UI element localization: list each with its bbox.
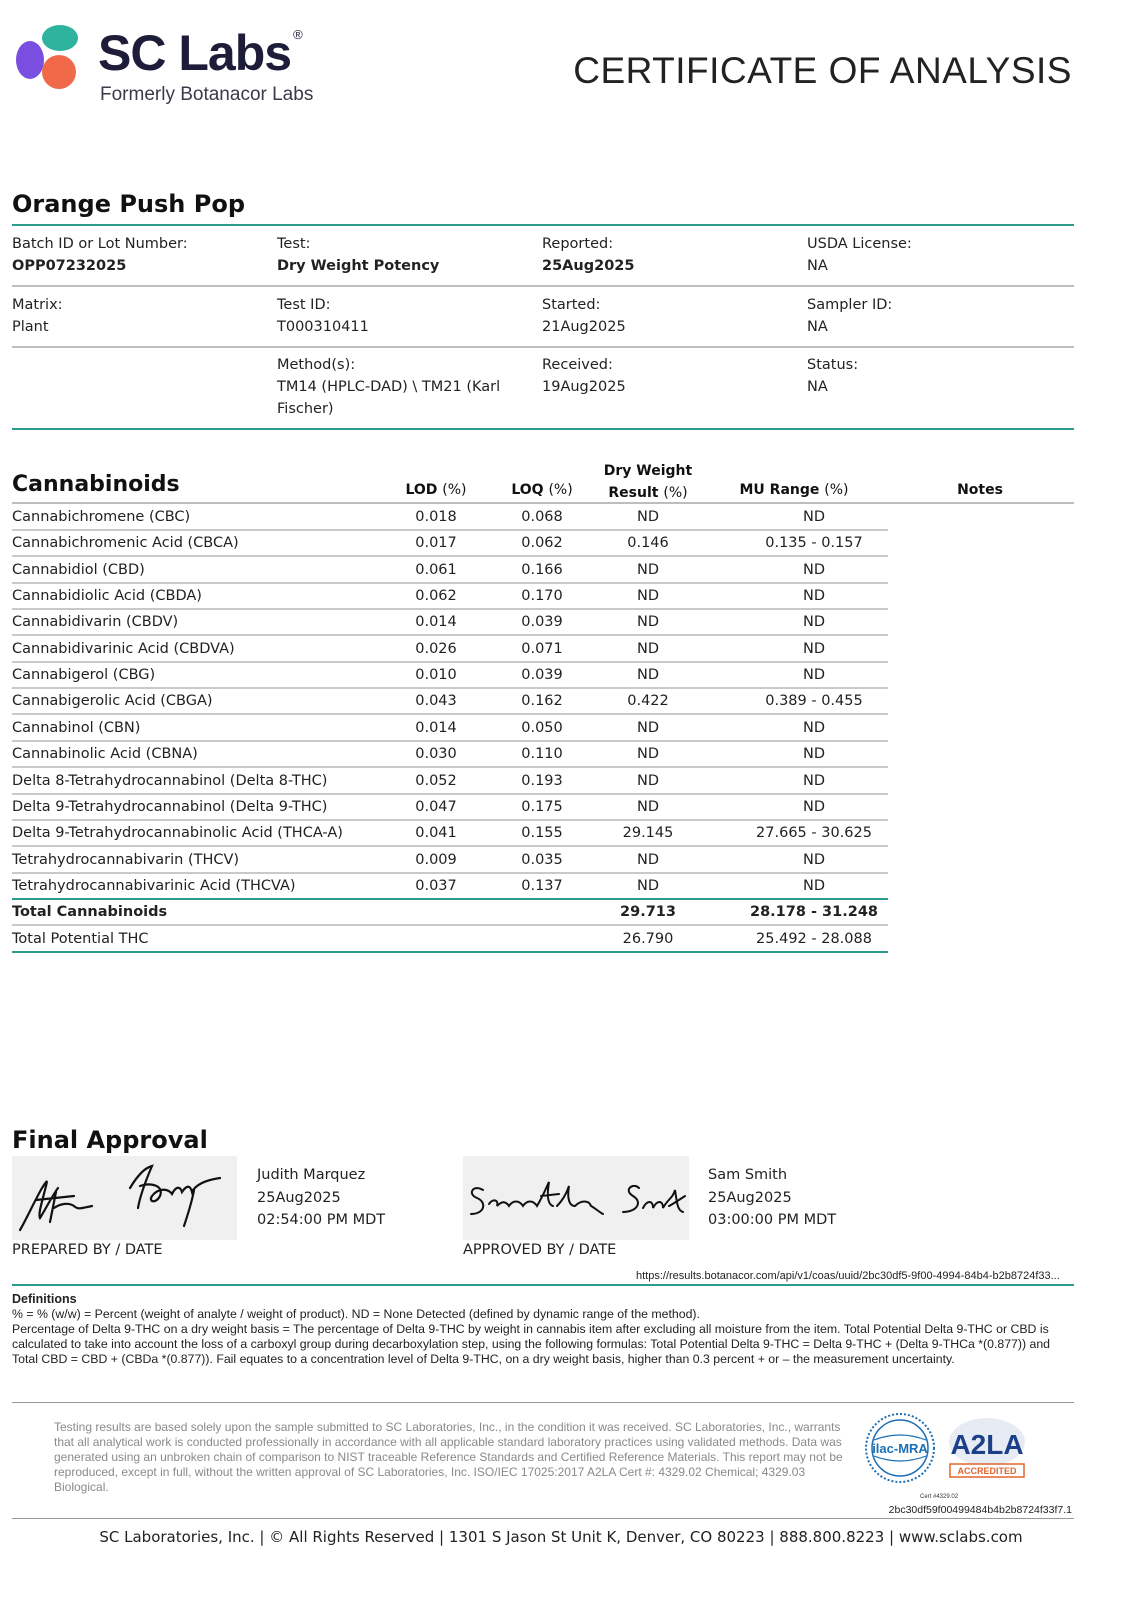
cell-loq: 0.071 [521,640,563,657]
cell-mu: ND [802,851,825,868]
cell-loq: 0.175 [521,798,563,815]
table-row [12,848,888,874]
cell-result: 29.713 [620,904,676,921]
cell-lod: 0.026 [415,640,457,657]
prepared-caption: PREPARED BY / DATE [12,1242,163,1258]
cell-lod: 0.037 [415,877,457,894]
row-divider [12,951,888,953]
cell-result: ND [636,614,659,631]
col-header-result: Dry Weight Result (%) [603,463,693,501]
cell-loq: 0.035 [521,851,563,868]
cell-lod: 0.018 [415,509,457,525]
cell-loq: 0.110 [521,746,563,763]
cell-mu: 0.135 - 0.157 [765,535,863,552]
cell-result: ND [636,772,659,789]
cell-name: Tetrahydrocannabivarin (THCV) [12,851,240,868]
cell-mu: ND [802,667,825,684]
cell-mu: ND [802,588,825,605]
cell-result: ND [636,640,659,657]
document-hash: 2bc30df59f00499484b4b2b8724f33f7.1 [888,1504,1072,1516]
table-row [12,584,888,610]
cell-result: ND [636,509,659,525]
cell-mu: ND [802,640,825,657]
approved-signature [463,1156,689,1240]
divider [12,428,1074,430]
signature-judith-icon [12,1156,237,1240]
cell-lod: 0.009 [415,851,457,868]
cell-lod: 0.061 [415,561,457,578]
table-row [12,716,888,742]
cell-name: Total Potential THC [12,930,149,947]
col-header-lod: LOD (%) [405,482,467,498]
cell-mu: ND [802,509,825,525]
cell-name: Cannabigerol (CBG) [12,667,156,684]
cell-name: Cannabinol (CBN) [12,719,141,736]
cell-loq: 0.193 [521,772,563,789]
cell-name: Cannabigerolic Acid (CBGA) [12,693,213,710]
cell-lod: 0.014 [415,614,457,631]
cell-name: Cannabichromenic Acid (CBCA) [12,535,239,552]
cell-name: Delta 8-Tetrahydrocannabinol (Delta 8-THC) [12,772,328,789]
cell-lod: 0.014 [415,719,457,736]
cell-mu: ND [802,798,825,815]
divider [12,1402,1074,1403]
table-row [12,663,888,689]
brand-formerly: Formerly Botanacor Labs [100,84,314,105]
cell-result: ND [636,798,659,815]
table-row [12,769,888,795]
brand-name: SC Labs ® [98,25,302,81]
table-row [12,531,888,557]
started-field: Started: 21Aug2025 [542,297,626,335]
cell-loq: 0.137 [521,877,563,894]
document-title: CERTIFICATE OF ANALYSIS [573,50,1072,91]
ilac-mra-logo-icon [864,1412,936,1484]
matrix-field: Matrix: Plant [12,297,63,335]
verification-link[interactable]: https://results.botanacor.com/api/v1/coas/uuid/2bc30df5-9f00-4994-84b4-b2b8724f33... [636,1270,1060,1282]
usda-field: USDA License: NA [807,236,912,274]
table-row [12,742,888,768]
cell-result: ND [636,746,659,763]
methods-field: Method(s): TM14 (HPLC-DAD) \ TM21 (Karl Fischer) [277,357,501,417]
cell-result: ND [636,588,659,605]
cell-mu: ND [802,614,825,631]
table-row [12,637,888,663]
cell-mu: 27.665 - 30.625 [756,825,872,842]
received-field: Received: 19Aug2025 [542,357,626,395]
prepared-signature [12,1156,237,1240]
reported-field: Reported: 25Aug2025 [542,236,635,274]
cell-name: Cannabidiolic Acid (CBDA) [12,588,202,605]
cell-mu: ND [802,746,825,763]
cell-loq: 0.155 [521,825,563,842]
col-header-notes: Notes [957,482,1003,498]
cell-result: ND [636,877,659,894]
table-row [12,558,888,584]
cell-name: Cannabichromene (CBC) [12,509,191,525]
sampler-field: Sampler ID: NA [807,297,893,335]
svg-text:ACCREDITED: ACCREDITED [957,1466,1017,1476]
cell-lod: 0.010 [415,667,457,684]
cell-name: Delta 9-Tetrahydrocannabinolic Acid (THCA-A) [12,825,343,842]
table-row [12,874,888,900]
cell-loq: 0.039 [521,667,563,684]
cell-mu: 25.492 - 28.088 [756,930,872,947]
cell-loq: 0.162 [521,693,563,710]
svg-text:A2LA: A2LA [950,1429,1024,1460]
divider [12,502,1074,504]
cell-name: Cannabinolic Acid (CBNA) [12,746,198,763]
cell-result: ND [636,561,659,578]
cell-mu: ND [802,772,825,789]
approved-caption: APPROVED BY / DATE [463,1242,617,1258]
table-row [12,795,888,821]
svg-text:ilac-MRA: ilac-MRA [872,1441,928,1456]
col-header-mu: MU Range (%) [739,482,849,498]
approval-title: Final Approval [12,1126,208,1154]
cell-mu: ND [802,719,825,736]
cell-name: Delta 9-Tetrahydrocannabinol (Delta 9-THC) [12,798,328,815]
testid-field: Test ID: T000310411 [277,297,369,335]
cell-lod: 0.062 [415,588,457,605]
cell-mu: ND [802,877,825,894]
a2la-accredited-logo-icon [944,1416,1030,1482]
total-row [12,900,888,926]
cell-loq: 0.170 [521,588,563,605]
prepared-info: Judith Marquez 25Aug2025 02:54:00 PM MDT [257,1167,386,1228]
sc-labs-logo-icon [12,22,84,94]
table-row [12,610,888,636]
cell-name: Total Cannabinoids [12,904,168,921]
disclaimer: Testing results are based solely upon the sample submitted to SC Laboratories, Inc., in the condition it was received. SC Laboratories, Inc., warrants that all analytical work is conducted professionally in accordance with all applicable standard laboratory practices using validated methods. Data was generated using an unbroken chain of comparison to NIST traceable Reference Standards and Certified Reference Materials. This report may not be reproduced, except in full, without the written approval of SC Laboratories, Inc. ISO/IEC 17025:2017 A2LA Cert #: 4329.02 Chemical; 4329.03 Biological. [54,1420,843,1494]
cert-number: Cert #4329.02 [920,1494,959,1500]
cell-name: Cannabidivarinic Acid (CBDVA) [12,640,235,657]
cell-lod: 0.043 [415,693,457,710]
divider [12,1518,1074,1519]
divider [12,224,1074,226]
cell-name: Cannabidiol (CBD) [12,561,145,578]
test-field: Test: Dry Weight Potency [277,236,440,274]
table-row [12,821,888,847]
cell-lod: 0.017 [415,535,457,552]
footer: SC Laboratories, Inc. | © All Rights Reserved | 1301 S Jason St Unit K, Denver, CO 80223 | 888.800.8223 | www.sclabs.com [99,1528,1023,1546]
col-header-loq: LOQ (%) [511,482,573,498]
cell-loq: 0.039 [521,614,563,631]
cannabinoids-title: Cannabinoids [12,472,180,497]
approved-info: Sam Smith 25Aug2025 03:00:00 PM MDT [708,1167,837,1228]
cell-lod: 0.047 [415,798,457,815]
cell-lod: 0.052 [415,772,457,789]
table-row [12,505,888,531]
cell-result: 0.422 [627,693,669,710]
definitions: Definitions % = % (w/w) = Percent (weight of analyte / weight of product). ND = None Detected (defined by dynamic range of the method). Percentage of Delta 9-THC on a dry weight basis = The percentage of Delta 9-THC by weight in cannabis item after excluding all moisture from the item. Total Potential Delta 9-THC or CBD is calculated to take into account the loss of a carboxyl group during decarboxylation step, using the following formulas: Total Potential Delta 9-THC = Delta 9-THC + (Delta 9-THCa *(0.877)) and Total CBD = CBD + (CBDa *(0.877)). Fail equates to a concentration level of Delta 9-THC, on a dry weight basis, higher than 0.3 percent + or – the measurement uncertainty. [12,1292,1051,1366]
signature-samantha-icon [463,1156,689,1240]
batch-field: Batch ID or Lot Number: OPP07232025 [12,236,188,274]
cell-result: ND [636,719,659,736]
cell-loq: 0.050 [521,719,563,736]
divider [12,1284,1074,1286]
cell-loq: 0.166 [521,561,563,578]
cell-result: ND [636,667,659,684]
cell-mu: ND [802,561,825,578]
cell-result: 29.145 [622,825,674,842]
cell-mu: 28.178 - 31.248 [749,904,879,921]
table-row [12,927,888,953]
divider [12,346,1074,348]
cell-result: 26.790 [622,930,674,947]
cell-result: 0.146 [627,535,669,552]
cell-lod: 0.030 [415,746,457,763]
cell-loq: 0.068 [521,509,563,525]
product-name: Orange Push Pop [12,190,245,218]
status-field: Status: NA [807,357,859,395]
cell-mu: 0.389 - 0.455 [765,693,863,710]
table-row [12,689,888,715]
divider [12,285,1074,287]
cell-name: Tetrahydrocannabivarinic Acid (THCVA) [12,877,296,894]
cell-loq: 0.062 [521,535,563,552]
cell-name: Cannabidivarin (CBDV) [12,614,179,631]
cell-result: ND [636,851,659,868]
cell-lod: 0.041 [415,825,457,842]
